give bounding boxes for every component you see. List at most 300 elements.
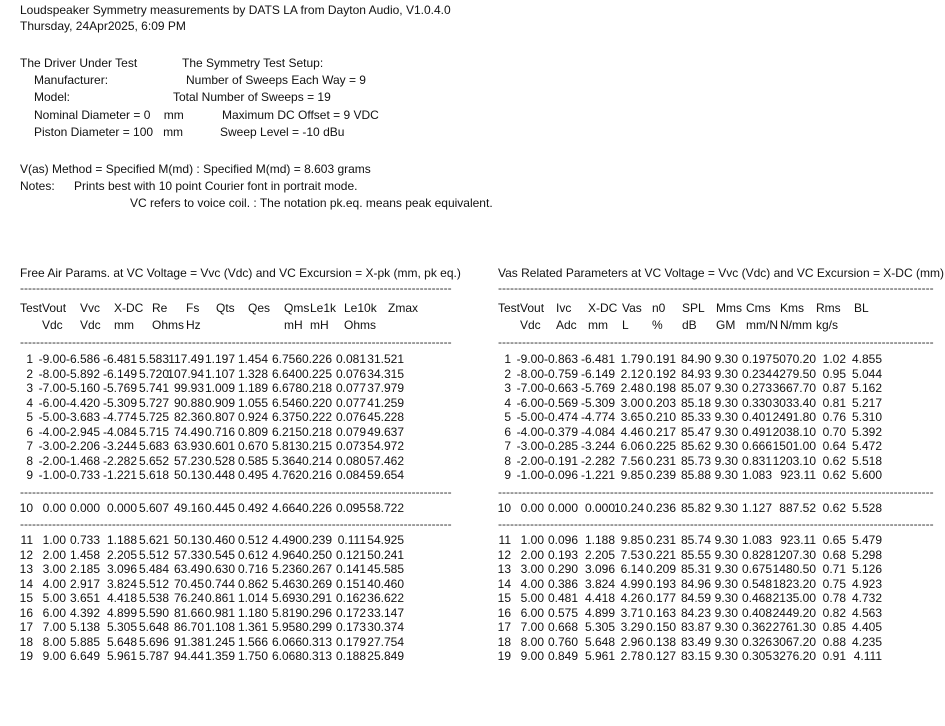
table-cell: 17: [497, 620, 511, 634]
table-cell: 85.07: [680, 381, 711, 395]
table-cell: 0.226: [301, 500, 332, 515]
table-cell: 49.16: [173, 500, 204, 515]
table-cell: 0.076: [335, 410, 366, 424]
table-cell: 3.096: [584, 562, 615, 576]
table-cell: 4.964: [271, 547, 302, 562]
table-cell: 27.754: [367, 634, 404, 649]
table-cell: 3.096: [106, 562, 137, 576]
table-cell: 4.111: [853, 649, 882, 663]
table-cell: -9.00: [516, 352, 544, 366]
table-cell: 1.359: [204, 649, 235, 663]
table-cell: 0.077: [335, 395, 366, 410]
table-cell: 9: [504, 468, 511, 482]
table-cell: 57.462: [367, 453, 404, 468]
table-cell: -2.00: [38, 453, 66, 468]
table-cell: 0.209: [645, 562, 676, 576]
table-cell: 5.044: [851, 366, 882, 381]
table-cell: 5.00: [520, 591, 544, 605]
table-cell: 0.000: [584, 500, 615, 515]
table-row: [20, 562, 460, 576]
table-cell: 41.259: [367, 395, 404, 410]
table-cell: 5.512: [138, 547, 169, 562]
table-cell: 9.00: [520, 649, 544, 663]
column-header: BL: [854, 301, 869, 315]
header-row: [20, 301, 460, 315]
table-cell: 0.326: [741, 634, 772, 649]
table-cell: 0.88: [822, 634, 846, 649]
column-header: Qts: [216, 301, 235, 315]
table-cell: 107.94: [167, 366, 204, 381]
table-cell: -5.160: [65, 381, 100, 395]
table-cell: 1501.00: [772, 439, 816, 453]
table-cell: 7: [26, 439, 33, 453]
table-cell: 2491.80: [772, 410, 816, 424]
table-cell: 0.203: [645, 395, 676, 410]
table-cell: 4: [26, 395, 33, 410]
table-row: [20, 649, 460, 663]
table-cell: 85.33: [680, 410, 711, 424]
table-row: [20, 548, 460, 562]
table-cell: 0.269: [301, 576, 332, 591]
column-header: Le1k: [310, 301, 337, 315]
column-header: Fs: [186, 301, 200, 315]
column-header: Cms: [746, 301, 771, 315]
table-cell: -5.769: [580, 381, 615, 395]
table-cell: 19: [19, 649, 33, 663]
table-cell: 0.177: [645, 591, 676, 605]
table-cell: 0.64: [822, 439, 846, 453]
table-cell: 4.923: [851, 576, 882, 591]
column-header: Hz: [186, 318, 201, 332]
driver-model: Model:: [34, 90, 71, 104]
table-cell: -0.285: [543, 439, 578, 453]
setup-heading: The Symmetry Test Setup:: [182, 56, 324, 70]
table-cell: 9.30: [714, 605, 738, 620]
table-cell: 9.30: [714, 410, 738, 424]
table-cell: 30.374: [367, 620, 404, 634]
table-cell: 14: [497, 576, 511, 591]
column-header: mm: [588, 318, 608, 332]
table-row: [498, 396, 938, 410]
table-cell: 84.93: [680, 366, 711, 381]
table-cell: 0.491: [741, 424, 772, 439]
column-header: mH: [284, 318, 303, 332]
table-cell: 0.909: [204, 395, 235, 410]
table-cell: -2.206: [65, 439, 100, 453]
table-cell: 1.083: [741, 468, 772, 482]
header-row-units: [498, 318, 938, 332]
table-cell: 0.512: [237, 533, 268, 547]
table-cell: -0.474: [543, 410, 578, 424]
table-cell: -0.191: [543, 453, 578, 468]
column-header: Qes: [248, 301, 271, 315]
table-cell: 0.226: [301, 352, 332, 366]
table-cell: 0.401: [741, 410, 772, 424]
table-cell: 0.62: [822, 453, 846, 468]
table-cell: 0.216: [301, 468, 332, 482]
table-cell: 0.716: [204, 424, 235, 439]
table-cell: 0.733: [69, 533, 100, 547]
table-cell: 0.000: [106, 500, 137, 515]
table-cell: 5.696: [138, 634, 169, 649]
table-row: [498, 425, 938, 439]
table-cell: 0.408: [741, 605, 772, 620]
table-cell: 0.862: [237, 576, 268, 591]
table-cell: 18: [497, 634, 511, 649]
table-cell: 25.849: [367, 649, 404, 663]
table-cell: 0.924: [237, 410, 268, 424]
table-cell: -0.379: [543, 424, 578, 439]
table-cell: 0.151: [335, 576, 366, 591]
table-cell: 8.00: [42, 634, 66, 649]
table-cell: 0.330: [741, 395, 772, 410]
table-cell: 1207.30: [772, 547, 816, 562]
table-cell: 0.00: [520, 500, 544, 515]
table-cell: 0.273: [741, 381, 772, 395]
table-cell: 6.215: [271, 424, 302, 439]
table-cell: 5.648: [138, 620, 169, 634]
table-row: [498, 454, 938, 468]
table-cell: 0.215: [301, 439, 332, 453]
table-cell: 19: [497, 649, 511, 663]
table-cell: 85.88: [680, 468, 711, 482]
table-cell: 45.228: [367, 410, 404, 424]
table-cell: 18: [19, 634, 33, 649]
table-row: [20, 620, 460, 634]
table-cell: 5: [504, 410, 511, 424]
table-cell: 3: [504, 381, 511, 395]
table-cell: 70.45: [173, 576, 204, 591]
table-cell: 0.172: [335, 605, 366, 620]
table-cell: 0.849: [547, 649, 578, 663]
table-cell: 5: [26, 410, 33, 424]
table-cell: 6.14: [620, 562, 644, 576]
table-cell: 1.750: [237, 649, 268, 663]
table-cell: 0.291: [301, 591, 332, 605]
table-cell: 5.607: [138, 500, 169, 515]
table-row: [20, 635, 460, 649]
table-cell: 31.521: [367, 352, 404, 366]
table-cell: 3: [26, 381, 33, 395]
table-cell: 0.548: [741, 576, 772, 591]
table-cell: 5.528: [851, 500, 882, 515]
table-row: [20, 468, 460, 482]
table-cell: 0.000: [69, 500, 100, 515]
table-cell: 4.418: [106, 591, 137, 605]
table-cell: 6.06: [620, 439, 644, 453]
table-cell: -3.244: [580, 439, 615, 453]
table-cell: 117.49: [168, 352, 204, 366]
table-cell: 86.70: [173, 620, 204, 634]
column-header: mm: [114, 318, 134, 332]
table-cell: 1.180: [237, 605, 268, 620]
table-cell: 0.70: [822, 424, 846, 439]
table-cell: -4.774: [102, 410, 137, 424]
table-cell: 5.787: [138, 649, 169, 663]
table-cell: 10.24: [613, 500, 644, 515]
table-cell: 5.00: [42, 591, 66, 605]
table-cell: 1.108: [204, 620, 235, 634]
table-cell: 5.600: [851, 468, 882, 482]
table-cell: 2.00: [520, 547, 544, 562]
table-cell: 0.386: [547, 576, 578, 591]
table-cell: 85.31: [680, 562, 711, 576]
table-row: [498, 468, 938, 482]
table-cell: -7.00: [38, 381, 66, 395]
table-cell: 5.298: [851, 547, 882, 562]
table-cell: -5.769: [102, 381, 137, 395]
table-cell: -4.084: [580, 424, 615, 439]
table-cell: 1.188: [106, 533, 137, 547]
table-cell: 2761.30: [772, 620, 816, 634]
column-header: X-DC: [114, 301, 144, 315]
table-cell: 0.95: [822, 366, 846, 381]
table-cell: 0.222: [301, 410, 332, 424]
table-cell: 1.014: [237, 591, 268, 605]
table-cell: 50.13: [173, 468, 204, 482]
table-row: [20, 454, 460, 468]
column-header: mH: [310, 318, 329, 332]
table-cell: 6.678: [271, 381, 302, 395]
table-cell: 7: [504, 439, 511, 453]
table-cell: 0.305: [741, 649, 772, 663]
table-cell: 1.197: [204, 352, 235, 366]
notes-label: Notes:: [20, 179, 55, 193]
column-header: GM: [716, 318, 736, 332]
table-cell: 10: [497, 500, 511, 515]
table-cell: 99.93: [173, 381, 204, 395]
table-cell: 4: [504, 395, 511, 410]
table-cell: 0.096: [547, 533, 578, 547]
column-header: Zmax: [388, 301, 418, 315]
table-cell: 5.310: [851, 410, 882, 424]
table-row: [498, 562, 938, 576]
table-cell: 5.305: [106, 620, 137, 634]
table-cell: 0.545: [204, 547, 235, 562]
table-cell: 63.49: [173, 562, 204, 576]
table-cell: 0.362: [741, 620, 772, 634]
table-cell: 0.62: [822, 500, 846, 515]
notes-line-1: Prints best with 10 point Courier font in portrait mode.: [74, 179, 358, 193]
table-cell: 1: [504, 352, 511, 366]
table-cell: 4.418: [584, 591, 615, 605]
table-cell: 7.00: [42, 620, 66, 634]
table-cell: 2038.10: [772, 424, 816, 439]
table-cell: 0.138: [645, 634, 676, 649]
table-cell: -6.00: [516, 395, 544, 410]
table-cell: 12: [497, 547, 511, 562]
table-cell: 83.15: [680, 649, 711, 663]
table-cell: 83.49: [680, 634, 711, 649]
table-cell: 887.52: [779, 500, 816, 515]
column-header: Vdc: [80, 318, 101, 332]
table-cell: 50.241: [367, 547, 404, 562]
table-cell: 5.720: [138, 366, 169, 381]
table-cell: 9.30: [714, 562, 738, 576]
table-cell: 0.75: [822, 576, 846, 591]
table-row: [20, 381, 460, 395]
table-cell: 0.81: [822, 395, 846, 410]
table-cell: 0.231: [645, 533, 676, 547]
table-row: [498, 577, 938, 591]
table-cell: 16: [19, 605, 33, 620]
table-cell: 5.725: [138, 410, 169, 424]
table-cell: 6.00: [42, 605, 66, 620]
table-cell: 9.30: [714, 620, 738, 634]
table-cell: 81.66: [173, 605, 204, 620]
table-cell: 0.85: [822, 620, 846, 634]
table-cell: 5.961: [106, 649, 137, 663]
column-header: Qms: [284, 301, 310, 315]
table-cell: 5.652: [138, 453, 169, 468]
table-cell: 5.727: [138, 395, 169, 410]
table-cell: 0.828: [741, 547, 772, 562]
table-cell: 0.528: [204, 453, 235, 468]
table-cell: 5.958: [271, 620, 302, 634]
column-header: Ivc: [556, 301, 572, 315]
table-cell: 59.654: [367, 468, 404, 482]
table-cell: 10: [19, 500, 33, 515]
table-cell: 9.30: [714, 468, 738, 482]
table-cell: 1.79: [620, 352, 644, 366]
table-cell: 54.925: [367, 533, 404, 547]
column-header: SPL: [682, 301, 705, 315]
driver-manufacturer: Manufacturer:: [34, 73, 109, 87]
table-cell: 74.49: [173, 424, 204, 439]
column-header: Ohms: [152, 318, 185, 332]
table-cell: 34.315: [367, 366, 404, 381]
table-cell: 0.981: [204, 605, 235, 620]
table-row: [498, 548, 938, 562]
table-cell: 0.668: [547, 620, 578, 634]
table-cell: 0.575: [547, 605, 578, 620]
table-cell: 1.009: [204, 381, 235, 395]
table-cell: -5.309: [102, 395, 137, 410]
table-cell: 1.00: [42, 533, 66, 547]
table-cell: 54.972: [367, 439, 404, 453]
table-cell: 2.205: [584, 547, 615, 562]
table-cell: 2.78: [620, 649, 644, 663]
table-cell: 7.00: [520, 620, 544, 634]
table-cell: 4.563: [851, 605, 882, 620]
table-cell: 3.00: [42, 562, 66, 576]
section-divider: -------------------------------------------------------------------------------------------------------------: [498, 517, 934, 531]
column-header: Le10k: [344, 301, 377, 315]
table-cell: 85.82: [680, 500, 711, 515]
table-cell: 0.62: [822, 468, 846, 482]
column-header: Kms: [780, 301, 804, 315]
table-cell: 5.683: [138, 439, 169, 453]
table-cell: 0.612: [237, 547, 268, 562]
left-divider: ------------------------------------------------------------------------------------------------------------: [20, 281, 452, 295]
vas-method: V(as) Method = Specified M(md) : Specified M(md) = 8.603 grams: [20, 162, 371, 176]
table-cell: 0.076: [335, 366, 366, 381]
table-cell: 0.217: [645, 424, 676, 439]
table-cell: -1.221: [102, 468, 137, 482]
column-header: kg/s: [816, 318, 839, 332]
table-cell: 5.715: [138, 424, 169, 439]
table-cell: 14: [19, 576, 33, 591]
table-cell: 0.82: [822, 605, 846, 620]
table-cell: 0.585: [237, 453, 268, 468]
notes-line-2: VC refers to voice coil. : The notation pk.eq. means peak equivalent.: [130, 196, 493, 210]
table-cell: 5.618: [138, 468, 169, 482]
column-header: Vvc: [80, 301, 101, 315]
table-cell: 0.095: [335, 500, 366, 515]
table-cell: 5.484: [138, 562, 169, 576]
table-cell: 2.96: [620, 634, 644, 649]
table-cell: 9.30: [714, 547, 738, 562]
table-cell: 0.210: [645, 410, 676, 424]
table-cell: 0.121: [335, 547, 366, 562]
table-cell: 1.083: [741, 533, 772, 547]
table-cell: 0.65: [822, 533, 846, 547]
table-cell: 4.46: [620, 424, 644, 439]
column-header: Vdc: [42, 318, 63, 332]
table-cell: 9.30: [714, 352, 738, 366]
table-cell: -5.309: [580, 395, 615, 410]
table-cell: 0.87: [822, 381, 846, 395]
table-cell: 85.74: [680, 533, 711, 547]
table-cell: 0.225: [645, 439, 676, 453]
table-cell: 0.601: [204, 439, 235, 453]
table-cell: 3.65: [620, 410, 644, 424]
table-cell: 6: [504, 424, 511, 439]
table-cell: 0.481: [547, 591, 578, 605]
table-cell: 4279.50: [772, 366, 816, 381]
table-cell: 0.00: [42, 500, 66, 515]
table-cell: 5.813: [271, 439, 302, 453]
table-cell: 50.13: [173, 533, 204, 547]
table-cell: 0.081: [335, 352, 366, 366]
table-row: [20, 533, 460, 547]
table-cell: 5.162: [851, 381, 882, 395]
table-cell: 90.88: [173, 395, 204, 410]
table-cell: 0.193: [547, 547, 578, 562]
table-cell: 9.85: [620, 533, 644, 547]
table-cell: -6.481: [580, 352, 615, 366]
table-cell: -5.00: [516, 410, 544, 424]
table-cell: 0.267: [301, 562, 332, 576]
table-cell: 0.084: [335, 468, 366, 482]
table-cell: 1.458: [69, 547, 100, 562]
table-cell: 84.23: [680, 605, 711, 620]
table-cell: 2.00: [42, 547, 66, 562]
table-cell: 9.30: [714, 634, 738, 649]
table-cell: 84.96: [680, 576, 711, 591]
table-cell: -4.00: [38, 424, 66, 439]
table-cell: 12: [19, 547, 33, 562]
table-cell: 94.44: [173, 649, 204, 663]
table-cell: -6.586: [65, 352, 100, 366]
table-cell: -6.481: [102, 352, 137, 366]
section-divider: -------------------------------------------------------------------------------------------------------------: [498, 484, 934, 499]
table-cell: 9.30: [714, 424, 738, 439]
column-header: N/mm: [780, 318, 812, 332]
table-row: [498, 533, 938, 547]
table-cell: 0.445: [204, 500, 235, 515]
table-cell: 0.78: [822, 591, 846, 605]
table-cell: 4.26: [620, 591, 644, 605]
table-cell: 9.30: [714, 500, 738, 515]
table-cell: 5.648: [106, 634, 137, 649]
table-row: [498, 367, 938, 381]
table-cell: 0.218: [301, 424, 332, 439]
table-cell: 0.666: [741, 439, 772, 453]
table-cell: 5.138: [69, 620, 100, 634]
table-row: [20, 367, 460, 381]
table-cell: 5.648: [584, 634, 615, 649]
